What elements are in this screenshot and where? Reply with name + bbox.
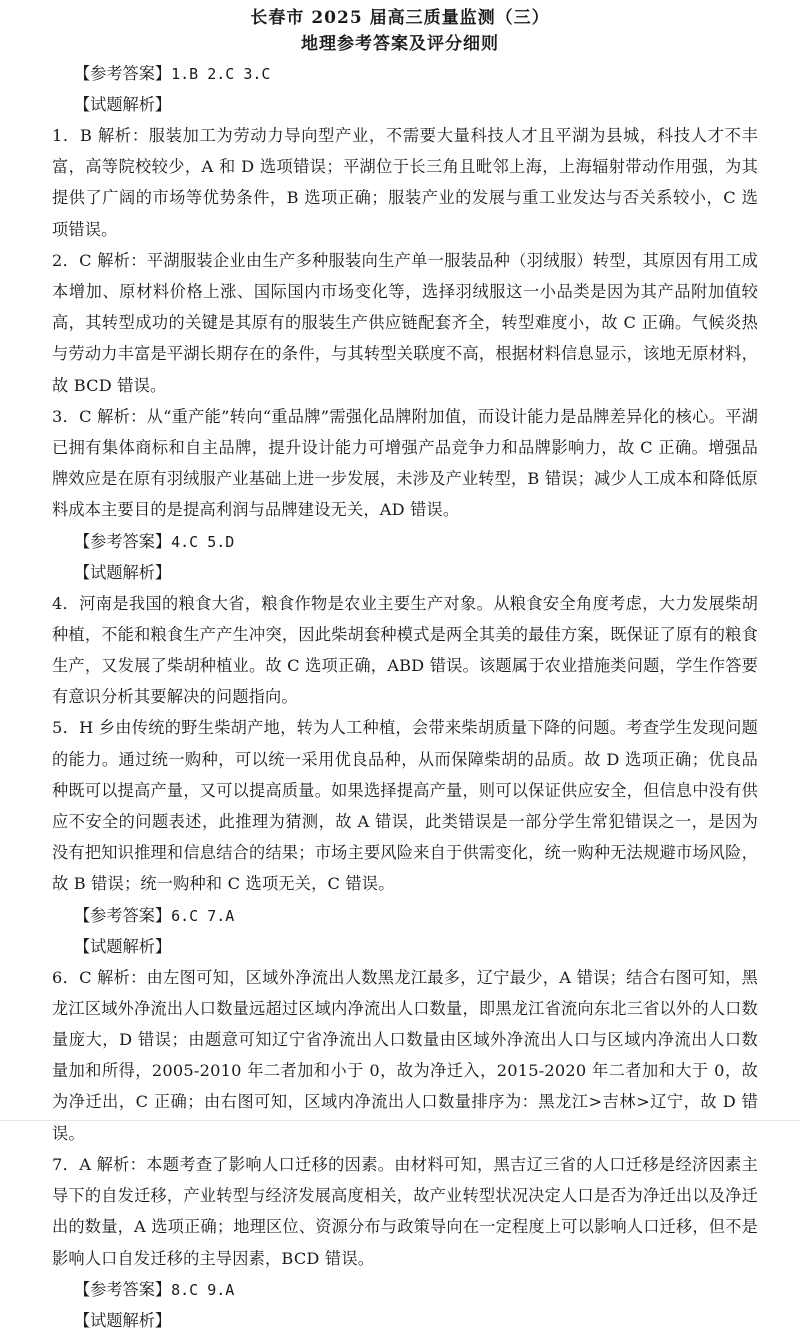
answer-label: 【参考答案】	[74, 1279, 172, 1299]
explanation-paragraph: 5．H 乡由传统的野生柴胡产地，转为人工种植，会带来柴胡质量下降的问题。考查学生发现问题的能力。通过统一购种，可以统一采用优良品种，从而保障柴胡的品质。故 D 选项正确；优良品种既可以提高产量，又可以提高质量。如果选择提高产量，则可以保证供应安全，但信息中没有供应不安全的问题表述，此推理为猜测，故 A 错误，此类错误是一部分学生常犯错误之一，是因为没有把知识推理和信息结合的结果；市场主要风险来自于供需变化，统一购种无法规避市场风险，故 B 错误；统一购种和 C 选项无关，C 错误。	[52, 718, 758, 894]
explanation-paragraph: 1．B 解析：服装加工为劳动力导向型产业，不需要大量科技人才且平湖为县城，科技人才不丰富，高等院校较少，A 和 D 选项错误；平湖位于长三角且毗邻上海，上海辐射带动作用强，为其提供了广阔的市场等优势条件，B 选项正确；服装产业的发展与重工业发达与否关系较小，C 选项错误。	[52, 126, 758, 239]
analysis-label: 【试题解析】	[74, 1310, 172, 1330]
answer-label: 【参考答案】	[74, 531, 172, 551]
analysis-label: 【试题解析】	[74, 95, 172, 114]
answer-value: 6.C 7.A	[171, 906, 235, 925]
page-bottom-divider	[0, 1120, 800, 1121]
explanation-paragraph: 6．C 解析：由左图可知，区域外净流出人数黑龙江最多，辽宁最少，A 错误；结合右图可知，黑龙江区域外净流出人口数量远超过区域内净流出人口数量，即黑龙江省流向东北三省以外的人口数量庞大，D 错误；由题意可知辽宁省净流出人口数量由区域外净流出人口与区域内净流出人口数量加和所得，2005-2010 年二者加和小于 0，故为净迁入，2015-2020 年二者加和大于 0，故为净迁出，C 正确；由右图可知，区域内净流出人口数量排序为：黑龙江>吉林>辽宁，故 D 错误。	[52, 967, 758, 1143]
answer-value: 1.B 2.C 3.C	[171, 65, 271, 83]
document-body	[52, 58, 758, 1336]
document-title: 长春市 2025 届高三质量监测（三）	[250, 8, 550, 28]
answer-label: 【参考答案】	[74, 905, 172, 925]
explanation-paragraph: 7．A 解析：本题考查了影响人口迁移的因素。由材料可知，黑吉辽三省的人口迁移是经济因素主导下的自发迁移，产业转型与经济发展高度相关，故产业转型状况决定人口是否为净迁出以及净迁出的数量，A 选项正确；地理区位、资源分布与政策导向在一定程度上可以影响人口迁移，但不是影响人口自发迁移的主导因素，BCD 错误。	[52, 1154, 758, 1268]
answer-line	[74, 900, 758, 931]
document-subtitle: 地理参考答案及评分细则	[301, 34, 499, 54]
explanation-paragraph: 2．C 解析：平湖服装企业由生产多种服装向生产单一服装品种（羽绒服）转型，其原因有用工成本增加、原材料价格上涨、国际国内市场变化等，选择羽绒服这一小品类是因为其产品附加值较高，其转型成功的关键是其原有的服装生产供应链配套齐全，转型难度小，故 C 正确。气候炎热与劳动力丰富是平湖长期存在的条件，与其转型关联度不高，根据材料信息显示，该地无原材料，故 BCD 错误。	[52, 250, 758, 395]
explanation-paragraph: 3．C 解析：从“重产能”转向“重品牌”需强化品牌附加值，而设计能力是品牌差异化的核心。平湖已拥有集体商标和自主品牌，提升设计能力可增强产品竞争力和品牌影响力，故 C 正确。增强品牌效应是在原有羽绒服产业基础上进一步发展，未涉及产业转型，B 错误；减少人工成本和降低原料成本主要目的是提高利润与品牌建设无关，AD 错误。	[52, 406, 758, 520]
answer-label: 【参考答案】	[74, 64, 172, 83]
answer-line	[74, 58, 758, 89]
answer-line	[74, 1274, 758, 1305]
analysis-label: 【试题解析】	[74, 562, 172, 582]
analysis-label: 【试题解析】	[74, 936, 172, 956]
answer-value: 4.C 5.D	[171, 532, 235, 551]
explanation-paragraph: 4．河南是我国的粮食大省，粮食作物是农业主要生产对象。从粮食安全角度考虑，大力发展柴胡种植，不能和粮食生产产生冲突，因此柴胡套种模式是两全其美的最佳方案，既保证了原有的粮食生产，又发展了柴胡种植业。故 C 选项正确，ABD 错误。该题属于农业措施类问题，学生作答要有意识分析其要解决的问题指向。	[52, 593, 758, 707]
answer-value: 8.C 9.A	[171, 1280, 235, 1299]
answer-line	[74, 526, 758, 557]
